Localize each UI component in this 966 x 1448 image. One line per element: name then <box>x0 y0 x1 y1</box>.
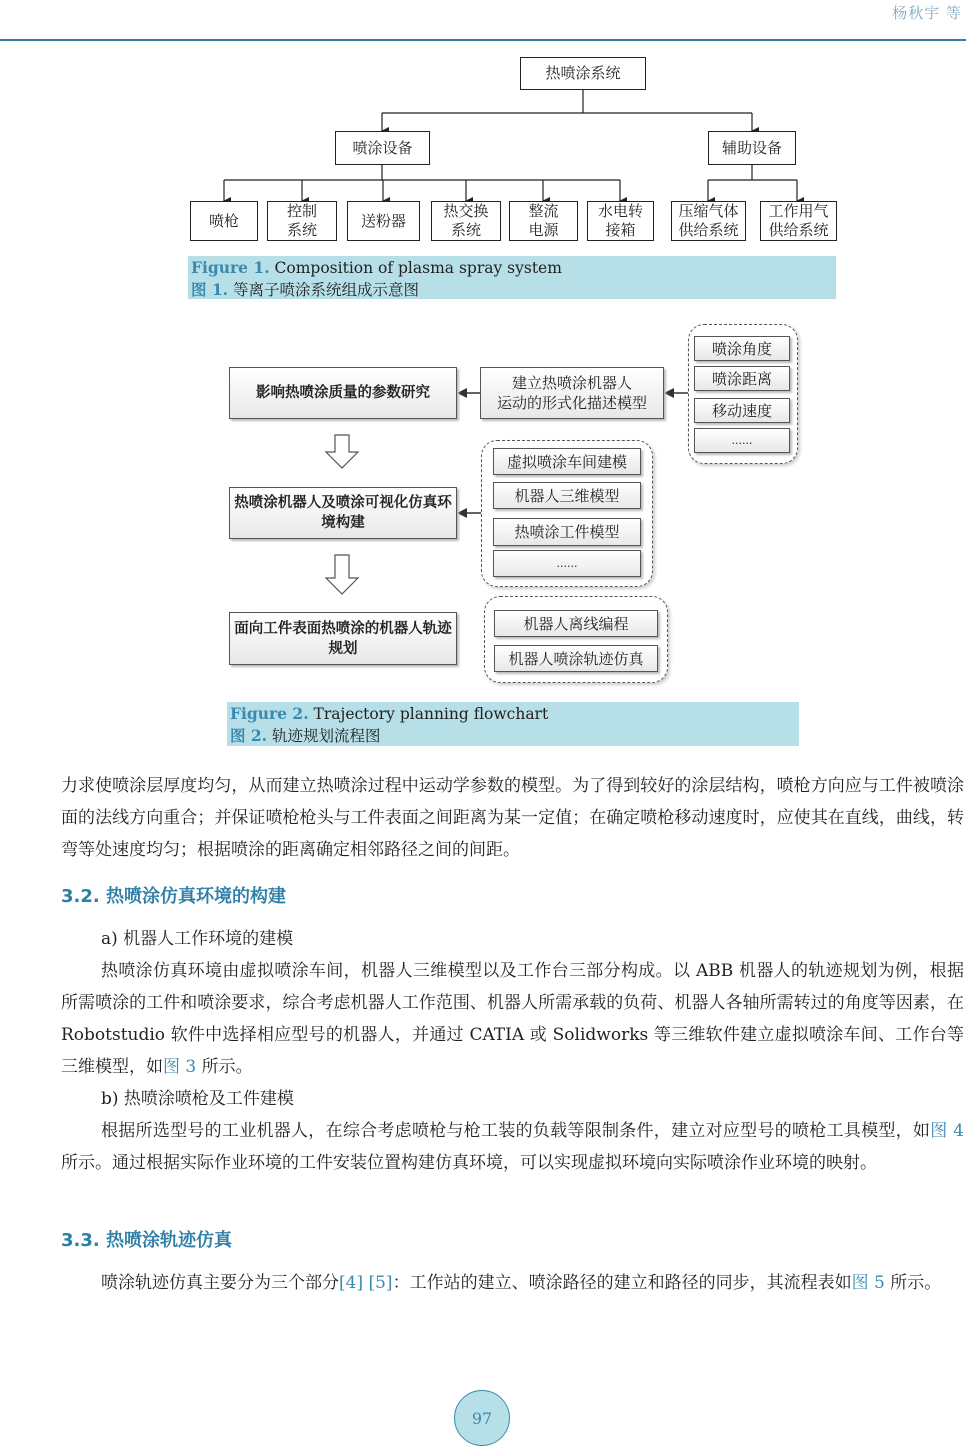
paragraph-text: 根据所选型号的工业机器人，在综合考虑喷枪与枪工装的负载等限制条件，建立对应型号的喷枪工具模型，如 <box>101 1121 931 1141</box>
figure-4-link[interactable]: 图 4 <box>930 1121 964 1141</box>
caption-text: 等离子喷涂系统组成示意图 <box>228 281 420 299</box>
section-heading-3-3: 3.3. 热喷涂轨迹仿真 <box>61 1230 232 1251</box>
node-auxiliary-equipment: 辅助设备 <box>708 131 796 165</box>
caption-label: 图 2. <box>230 726 268 745</box>
caption-label: Figure 2. <box>230 704 309 723</box>
group-item: 热喷涂工件模型 <box>493 518 641 546</box>
group-item: 虚拟喷涂车间建模 <box>493 448 641 475</box>
group-item: 喷涂距离 <box>694 366 790 391</box>
leaf-node: 整流 电源 <box>509 201 578 241</box>
caption-text: Composition of plasma spray system <box>269 259 562 277</box>
paragraph-text: 热喷涂仿真环境由虚拟喷涂车间，机器人三维模型以及工作台三部分构成。以 ABB 机器人的轨迹规划为例，根据所需喷涂的工件和喷涂要求，综合考虑机器人工作范围、机器人所需承载的负荷、机器人各轴所需转过的角度等因素，在 Robotstudio 软件中选择相应型号的机器人，并通过 CATIA 或 Solidworks 等三维软件建立虚拟喷涂车间、工作台等三维模型，如 <box>61 961 964 1077</box>
page-number: 97 <box>454 1390 510 1446</box>
group-item: 机器人喷涂轨迹仿真 <box>494 645 658 672</box>
down-arrow-icon <box>326 435 358 468</box>
leaf-node: 水电转 接箱 <box>587 201 654 241</box>
figure-5-link[interactable]: 图 5 <box>851 1273 885 1293</box>
reference-link[interactable]: [4] [5] <box>339 1273 393 1293</box>
group-item: 移动速度 <box>694 398 790 423</box>
leaf-node: 热交换 系统 <box>431 201 501 241</box>
figure-2-arrows <box>0 300 966 620</box>
paragraph <box>61 955 964 1083</box>
paragraph-text: ：工作站的建立、喷涂路径的建立和路径的同步，其流程表如 <box>392 1273 852 1293</box>
paragraph-text: 所示。 <box>196 1057 253 1077</box>
step-simulation-environment: 热喷涂机器人及喷涂可视化仿真环境构建 <box>229 487 457 539</box>
node-spray-equipment: 喷涂设备 <box>335 131 430 165</box>
subsection-b: b) 热喷涂喷枪及工件建模 <box>101 1089 294 1109</box>
running-header: 杨秋宇 等 <box>892 4 962 22</box>
group-item: 喷涂角度 <box>694 336 790 361</box>
paragraph-text: 所示。 <box>884 1273 942 1293</box>
paragraph: 力求使喷涂层厚度均匀，从而建立热喷涂过程中运动学参数的模型。为了得到较好的涂层结构，喷枪方向应与工件被喷涂面的法线方向重合；并保证喷枪枪头与工件表面之间距离为某一定值；在确定喷枪移动速度时，应使其在直线，曲线，转弯等处速度均匀；根据喷涂的距离确定相邻路径之间的间距。 <box>61 776 964 860</box>
caption-text: 轨迹规划流程图 <box>267 727 381 745</box>
leaf-node: 工作用气 供给系统 <box>760 201 837 241</box>
group-item: 机器人三维模型 <box>493 482 641 509</box>
group-item: ...... <box>493 550 641 577</box>
paragraph <box>61 1267 964 1299</box>
step-trajectory-planning: 面向工件表面热喷涂的机器人轨迹规划 <box>229 612 457 665</box>
section-heading-3-2: 3.2. 热喷涂仿真环境的构建 <box>61 886 286 907</box>
caption-label: Figure 1. <box>191 258 270 277</box>
figure-2-caption <box>227 702 799 746</box>
group-item: 机器人离线编程 <box>494 610 658 637</box>
figure-3-link[interactable]: 图 3 <box>163 1057 197 1077</box>
paragraph <box>61 1115 964 1179</box>
leaf-node: 压缩气体 供给系统 <box>671 201 746 241</box>
caption-label: 图 1. <box>191 280 229 299</box>
step-parameter-research: 影响热喷涂质量的参数研究 <box>229 367 457 419</box>
subsection-a: a) 机器人工作环境的建模 <box>101 929 294 949</box>
down-arrow-icon <box>326 555 358 594</box>
paragraph-text: 所示。通过根据实际作业环境的工件安装位置构建仿真环境，可以实现虚拟环境向实际喷涂作业环境的映射。 <box>61 1153 877 1173</box>
caption-text: Trajectory planning flowchart <box>308 705 549 723</box>
leaf-node: 送粉器 <box>347 201 420 241</box>
step-motion-model: 建立热喷涂机器人 运动的形式化描述模型 <box>480 367 664 419</box>
group-item: ...... <box>694 428 790 453</box>
paragraph-text: 喷涂轨迹仿真主要分为三个部分 <box>101 1273 339 1293</box>
figure-1-caption <box>188 256 836 299</box>
leaf-node: 喷枪 <box>190 201 258 241</box>
leaf-node: 控制 系统 <box>267 201 337 241</box>
node-root: 热喷涂系统 <box>520 57 646 90</box>
